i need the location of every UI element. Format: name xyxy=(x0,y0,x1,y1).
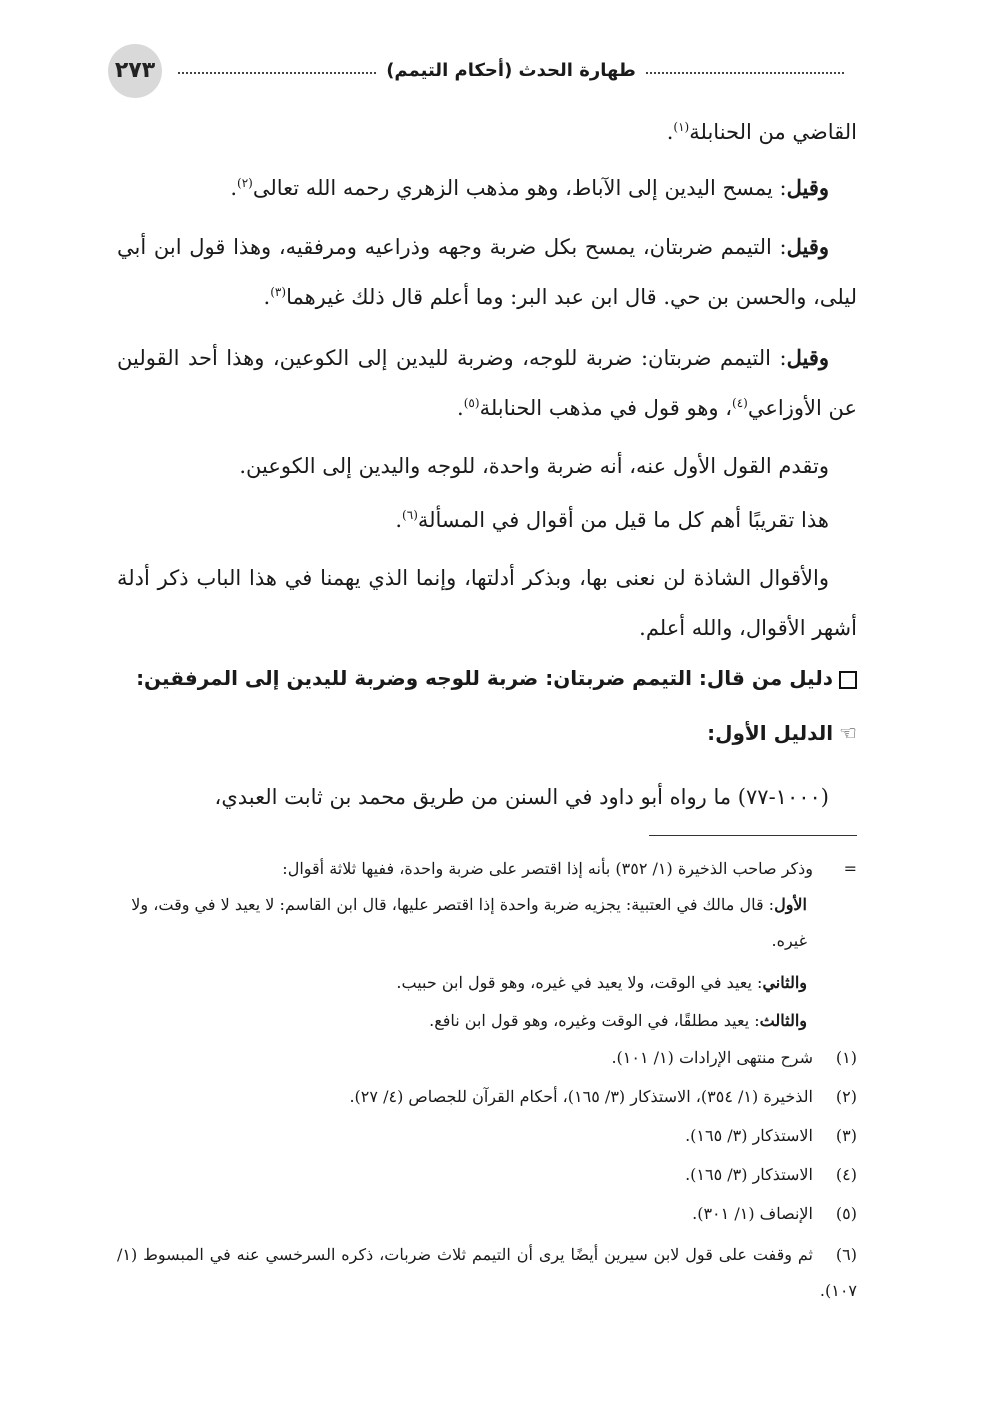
running-header xyxy=(178,56,844,84)
subheading-text: الدليل الأول: xyxy=(707,721,834,745)
pointing-hand-icon: ☜ xyxy=(839,721,857,745)
footnote-2-text: الذخيرة (١/ ٣٥٤)، الاستذكار (٣/ ١٦٥)، أحكام القرآن للجصاص (٤/ ٢٧). xyxy=(349,1087,813,1106)
paragraph-2 xyxy=(117,163,829,213)
footnote-5-text: الإنصاف (١/ ٣٠١). xyxy=(692,1204,813,1223)
paragraph-2-end: . xyxy=(230,176,238,200)
checkbox-square-icon xyxy=(839,671,857,689)
continuation-first-text: : قال مالك في العتبية: يجزيه ضربة واحدة إذا اقتصر عليها، قال ابن القاسم: لا يعيد لا في وقت، ولا غيره. xyxy=(131,895,807,950)
continuation-second-text: : يعيد في الوقت، ولا يعيد في غيره، وهو قول ابن حبيب. xyxy=(396,973,763,992)
footnote-6-text: ثم وقفت على قول لابن سيرين أيضًا يرى أن التيمم ثلاث ضربات، ذكره السرخسي عنه في المبسوط (١/ ١٠٧). xyxy=(117,1245,857,1300)
paragraph-3-text: : التيمم ضربتان، يمسح بكل ضربة وجهه وذراعيه ومرفقيه، وهذا قول ابن أبي ليلى، والحسن بن حي. قال ابن عبد البر: وما أعلم قال ذلك غيرهما xyxy=(117,235,857,309)
footnote-ref-6[interactable]: (٦) xyxy=(402,508,418,522)
footnote-4-text: الاستذكار (٣/ ١٦٥). xyxy=(685,1165,813,1184)
paragraph-1-end: . xyxy=(666,120,674,144)
section-heading-evidence xyxy=(117,666,857,690)
footnote-ref-1[interactable]: (١) xyxy=(673,120,690,134)
footnote-ref-4[interactable]: (٤) xyxy=(732,396,748,410)
footnote-1-number: (١) xyxy=(835,1048,857,1067)
paragraph-3-lead: وقيل xyxy=(786,234,829,259)
footnote-ref-3[interactable]: (٣) xyxy=(270,285,287,299)
footnote-3-number: (٣) xyxy=(835,1126,857,1145)
header-leader-dots-right xyxy=(646,72,844,74)
paragraph-6-text: هذا تقريبًا أهم كل ما قيل من أقوال في المسألة xyxy=(417,508,829,532)
paragraph-3-end: . xyxy=(263,285,271,309)
paragraph-4-end: . xyxy=(457,396,464,420)
footnote-6 xyxy=(117,1237,857,1309)
paragraph-4 xyxy=(117,333,857,433)
subheading-first-evidence xyxy=(117,721,857,745)
continuation-third-text: : يعيد مطلقًا، في الوقت وغيره، وهو قول ابن نافع. xyxy=(429,1011,760,1030)
header-leader-dots-left xyxy=(178,72,376,74)
footnote-2-number: (٢) xyxy=(835,1087,857,1106)
footnote-5 xyxy=(117,1196,857,1232)
paragraph-7: والأقوال الشاذة لن نعنى بها، وبذكر أدلتها، وإنما الذي يهمنا في هذا الباب ذكر أدلة أشهر الأقوال، والله أعلم. xyxy=(117,566,857,640)
footnote-continuation-second xyxy=(117,965,807,1001)
footnote-continuation-first xyxy=(117,887,807,959)
continuation-third-lead: والثالث xyxy=(759,1011,807,1030)
footnote-1 xyxy=(117,1040,857,1076)
footnote-3-text: الاستذكار (٣/ ١٦٥). xyxy=(685,1126,813,1145)
paragraph-1 xyxy=(117,107,857,157)
footnote-continuation-third xyxy=(117,1003,807,1039)
footnote-separator xyxy=(649,835,857,836)
paragraph-3 xyxy=(117,222,857,322)
paragraph-6 xyxy=(117,495,829,545)
paragraph-1-text: القاضي من الحنابلة xyxy=(689,120,857,144)
paragraph-4-text-b: ، وهو قول في مذهب الحنابلة xyxy=(479,396,733,420)
continuation-text-1: وذكر صاحب الذخيرة (١/ ٣٥٢) بأنه إذا اقتصر على ضربة واحدة، ففيها ثلاثة أقوال: xyxy=(282,859,813,878)
paragraph-2-lead: وقيل xyxy=(786,175,829,200)
continuation-first-lead: الأول xyxy=(774,895,807,914)
footnote-5-number: (٥) xyxy=(835,1204,857,1223)
footnote-1-text: شرح منتهى الإرادات (١/ ١٠١). xyxy=(611,1048,813,1067)
footnote-3 xyxy=(117,1118,857,1154)
footnote-ref-5[interactable]: (٥) xyxy=(463,396,480,410)
paragraph-8: (١٠٠٠-٧٧) ما رواه أبو داود في السنن من طريق محمد بن ثابت العبدي، xyxy=(214,785,829,809)
paragraph-5: وتقدم القول الأول عنه، أنه ضربة واحدة، للوجه واليدين إلى الكوعين. xyxy=(239,454,829,478)
footnote-4-number: (٤) xyxy=(835,1165,857,1184)
footnote-continuation-line-1 xyxy=(117,851,857,887)
footnote-6-number: (٦) xyxy=(835,1245,857,1264)
footnote-2 xyxy=(117,1079,857,1115)
footnote-4 xyxy=(117,1157,857,1193)
continuation-second-lead: والثاني xyxy=(762,973,807,992)
section-heading-text: دليل من قال: التيمم ضربتان: ضربة للوجه وضربة لليدين إلى المرفقين: xyxy=(136,666,833,690)
continuation-marker: = xyxy=(843,859,857,878)
paragraph-6-end: . xyxy=(395,508,403,532)
page-number-badge: ٢٧٣ xyxy=(108,44,162,98)
paragraph-4-text-a: : التيمم ضربتان: ضربة للوجه، وضربة لليدين إلى الكوعين، وهذا أحد القولين عن الأوزاعي xyxy=(117,346,857,420)
paragraph-2-text: : يمسح اليدين إلى الآباط، وهو مذهب الزهري رحمه الله تعالى xyxy=(252,176,787,200)
running-header-title: طهارة الحدث (أحكام التيمم) xyxy=(386,59,636,81)
paragraph-4-lead: وقيل xyxy=(786,345,829,370)
footnote-ref-2[interactable]: (٢) xyxy=(237,176,253,190)
